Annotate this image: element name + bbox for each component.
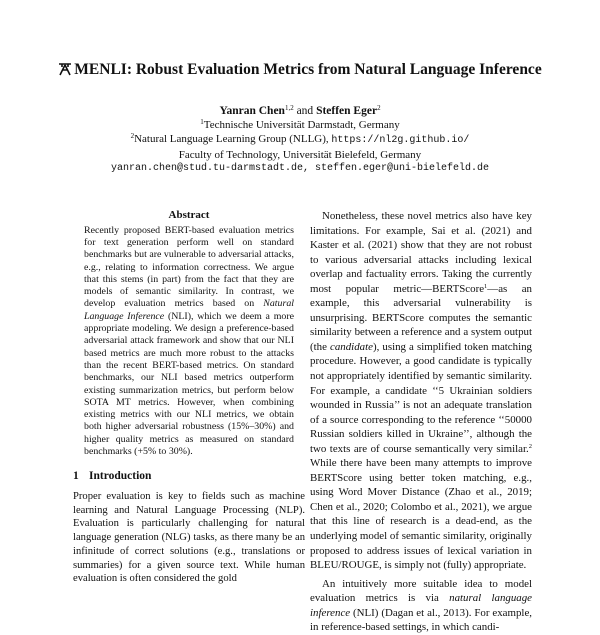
p1-text-b: —as an example, this adversarial vulnerability is unsurprising. BERTScore computes the semantic similarity between a reference and a system output (the <box>310 282 532 353</box>
abstract-body <box>73 225 305 459</box>
right-paragraph-2 <box>310 577 532 635</box>
aff-2-text: Natural Language Learning Group (NLLG), <box>134 133 329 145</box>
left-column <box>73 209 305 586</box>
author-1: Yanran Chen <box>219 105 285 117</box>
footnote-mark-2[interactable]: 2 <box>528 442 532 450</box>
author-block <box>0 104 600 176</box>
intro-heading <box>73 470 305 484</box>
paper-title <box>0 60 600 82</box>
intro-title: Introduction <box>89 470 152 483</box>
p2-em: natural language inference <box>310 592 533 619</box>
abstract-text-em: Natural Language Inference <box>84 298 294 322</box>
aff-2-sup: 2 <box>130 132 135 140</box>
aff-1-sup: 1 <box>200 118 204 126</box>
abstract-text-2: (NLI), which we deem a more appropriate modeling. We design a preference-based adversarial attack framework and show that our NLI based metrics are much more robust to the attacks than the recent BERT-based metrics. On standard benchmarks, our NLI based metrics outperform existing summarization metrics, but perform below SOTA MT metrics. However, when combining existing metrics with our NLI metrics, we obtain both higher adversarial robustness (15%–30%) and higher quality metrics as measured on standard benchmarks (+5% to 30%). <box>84 310 294 458</box>
abstract-text-1: Recently proposed BERT-based evaluation metrics for text generation perform well on standard benchmarks but are vulnerable to adversarial attacks, e.g., relating to information correctness. We argue that this stems (in part) from the fact that they are models of semantic similarity. In contrast, we develop evaluation metrics based on <box>84 224 294 310</box>
footnote-mark-1[interactable]: 1 <box>484 282 488 290</box>
author-emails: yanran.chen@stud.tu-darmstadt.de, steffen.eger@uni-bielefeld.de <box>110 163 490 174</box>
author-and: and <box>296 105 314 117</box>
aff-2-url-link[interactable]: https://nl2g.github.io/ <box>331 135 470 146</box>
title-text: MENLI: Robust Evaluation Metrics from Natural Language Inference <box>74 61 542 78</box>
right-paragraph-1 <box>310 209 532 573</box>
author-2: Steffen Eger <box>316 105 378 117</box>
menli-logo-icon <box>58 62 72 82</box>
p1-text-a: Nonetheless, these novel metrics also have key limitations. For example, Sai et al. (2021) and Kaster et al. (2021) show that they are not robust to various adversarial attacks including lexical overlap and factuality errors. Taking the currently most popular metric—BERTScore <box>310 210 532 295</box>
author-1-sup: 1,2 <box>284 104 294 112</box>
author-2-sup: 2 <box>377 104 381 112</box>
p1-text-d: While there have been many attempts to improve BERTScore using better token matching, e.g., using Word Mover Distance (Zhao et al., 2019; Chen et al., 2020; Colombo et al., 2021), we argue that this line of research is a dead-end, as the underlying model of semantic similarity, originally proposed to address issues of lexical variation in BLEU/ROUGE, is simply not (fully) appropriate. <box>310 457 532 572</box>
abstract-heading: Abstract <box>168 209 210 221</box>
p1-text-c: ), using a simplified token matching procedure. However, a good candidate is typically not appropriately identified by semantic similarity. For example, a candidate ‘‘5 Ukrainian soldiers wounded in Russia’’ is not an adequate translation of a source corresponding to the reference ‘‘50000 Russian soldiers killed in Ukraine’’, although the two texts are of course semantically very similar. <box>310 340 532 455</box>
affiliation-2 <box>0 132 600 148</box>
intro-paragraph: Proper evaluation is key to fields such as machine learning and Natural Language Processing (NLP). Evaluation is particularly challenging for natural language generation (NLG) tasks, as there many be an infinitude of correct solutions (e.g., translations or summaries) for a given source text. While human evaluation is often considered the gold <box>73 491 305 585</box>
affiliation-3: Faculty of Technology, Universität Bielefeld, Germany <box>178 149 422 161</box>
intro-number: 1 <box>73 470 79 483</box>
author-names <box>0 104 600 118</box>
p2-text-b: (NLI) (Dagan et al., 2013). For example, in reference-based settings, in which candi- <box>310 606 532 634</box>
p2-text-a: An intuitively more suitable idea to model evaluation metrics is via <box>310 577 532 605</box>
right-column <box>310 209 532 635</box>
aff-1-text: Technische Universität Darmstadt, Germany <box>203 119 400 131</box>
affiliation-1 <box>0 118 600 132</box>
p1-em: candidate <box>330 340 373 353</box>
